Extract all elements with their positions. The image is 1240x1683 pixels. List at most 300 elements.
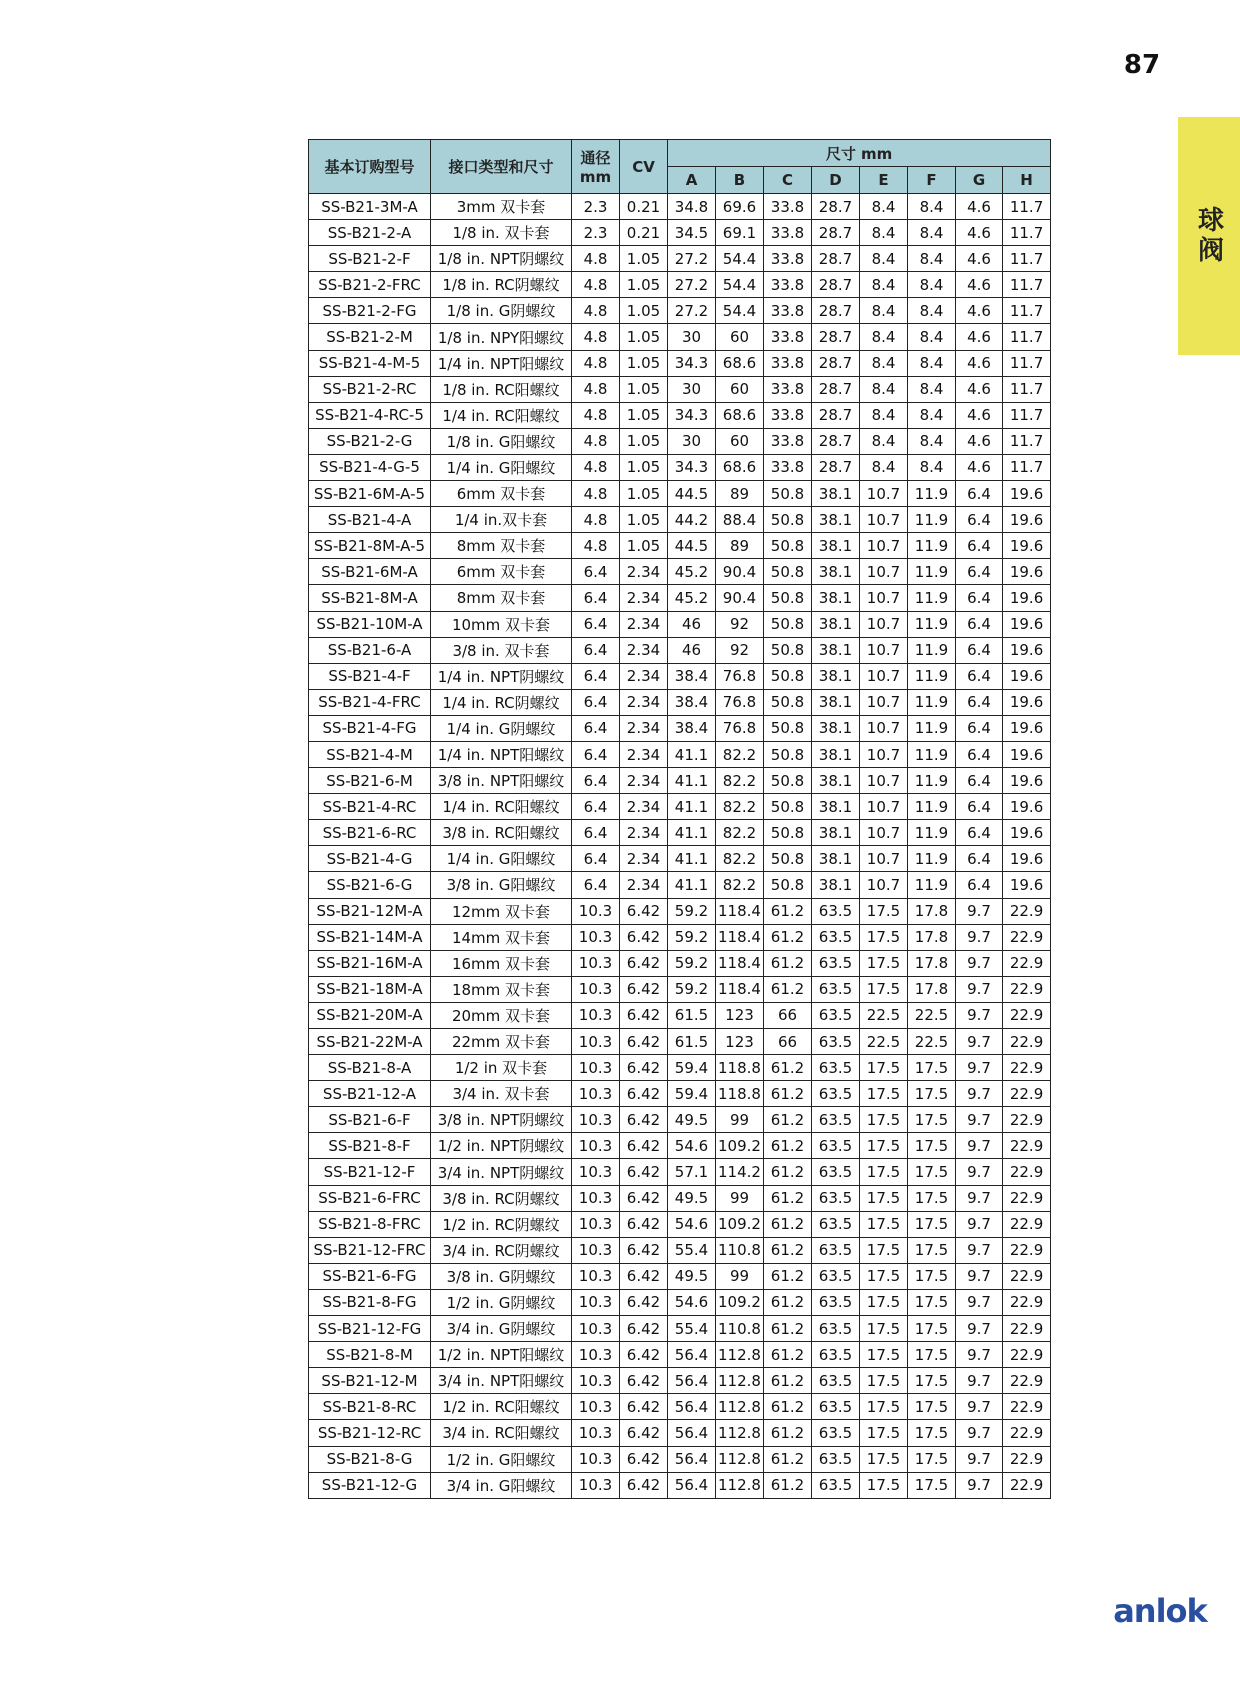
table-cell: 10.3	[572, 1342, 620, 1368]
table-cell: 38.4	[668, 663, 716, 689]
table-cell: 22mm 双卡套	[431, 1029, 572, 1055]
table-cell: 27.2	[668, 298, 716, 324]
table-cell: 6.42	[620, 1368, 668, 1394]
table-cell: SS-B21-4-A	[309, 507, 431, 533]
table-cell: 50.8	[764, 689, 812, 715]
table-cell: 17.5	[860, 1316, 908, 1342]
header-port: 接口类型和尺寸	[431, 140, 572, 194]
table-cell: SS-B21-6M-A	[309, 559, 431, 585]
table-cell: 38.1	[812, 663, 860, 689]
table-cell: 1/2 in. G阳螺纹	[431, 1446, 572, 1472]
table-cell: 11.7	[1003, 220, 1051, 246]
table-cell: 4.8	[572, 507, 620, 533]
table-cell: SS-B21-6-M	[309, 768, 431, 794]
table-cell: 9.7	[956, 924, 1003, 950]
table-row	[309, 846, 1051, 872]
table-row	[309, 1133, 1051, 1159]
table-row	[309, 976, 1051, 1002]
table-cell: 22.9	[1003, 1107, 1051, 1133]
table-cell: 8.4	[908, 454, 956, 480]
table-cell: 90.4	[716, 585, 764, 611]
table-cell: 17.5	[908, 1159, 956, 1185]
table-cell: 50.8	[764, 585, 812, 611]
table-cell: 38.1	[812, 585, 860, 611]
table-cell: 8mm 双卡套	[431, 585, 572, 611]
table-cell: 56.4	[668, 1446, 716, 1472]
table-cell: 112.8	[716, 1368, 764, 1394]
table-cell: 19.6	[1003, 715, 1051, 741]
table-cell: 10.3	[572, 1159, 620, 1185]
table-cell: 12mm 双卡套	[431, 898, 572, 924]
table-cell: 17.5	[860, 1211, 908, 1237]
table-cell: 10.7	[860, 585, 908, 611]
table-cell: 11.9	[908, 794, 956, 820]
table-cell: 6.42	[620, 1342, 668, 1368]
table-cell: 38.1	[812, 768, 860, 794]
table-cell: 0.21	[620, 220, 668, 246]
table-cell: 118.8	[716, 1055, 764, 1081]
page-number: 87	[1123, 50, 1161, 80]
table-cell: 8.4	[908, 428, 956, 454]
table-cell: 9.7	[956, 1446, 1003, 1472]
header-dim-f: F	[908, 167, 956, 194]
table-cell: 6.4	[572, 637, 620, 663]
table-cell: SS-B21-2-FRC	[309, 272, 431, 298]
table-cell: 10.3	[572, 950, 620, 976]
table-cell: 63.5	[812, 1472, 860, 1498]
table-cell: 38.1	[812, 533, 860, 559]
table-cell: 9.7	[956, 1289, 1003, 1315]
table-cell: 1/4 in. G阳螺纹	[431, 846, 572, 872]
table-cell: 6.4	[956, 507, 1003, 533]
table-cell: 33.8	[764, 246, 812, 272]
table-cell: 10.7	[860, 559, 908, 585]
table-cell: 14mm 双卡套	[431, 924, 572, 950]
table-cell: 30	[668, 428, 716, 454]
table-cell: 112.8	[716, 1394, 764, 1420]
table-cell: 8.4	[860, 428, 908, 454]
table-cell: 19.6	[1003, 872, 1051, 898]
table-cell: SS-B21-2-FG	[309, 298, 431, 324]
table-cell: 17.5	[860, 1472, 908, 1498]
table-cell: 1/2 in 双卡套	[431, 1055, 572, 1081]
table-row	[309, 611, 1051, 637]
table-cell: 22.9	[1003, 1055, 1051, 1081]
table-cell: 19.6	[1003, 637, 1051, 663]
table-cell: 38.1	[812, 741, 860, 767]
table-cell: 110.8	[716, 1316, 764, 1342]
table-cell: 17.5	[860, 1446, 908, 1472]
table-cell: 112.8	[716, 1472, 764, 1498]
table-cell: SS-B21-18M-A	[309, 976, 431, 1002]
table-cell: SS-B21-12-A	[309, 1081, 431, 1107]
table-cell: 4.6	[956, 376, 1003, 402]
header-bore-line1: 通径	[580, 149, 611, 167]
table-cell: 82.2	[716, 794, 764, 820]
table-row	[309, 272, 1051, 298]
table-cell: SS-B21-4-RC-5	[309, 402, 431, 428]
table-cell: 50.8	[764, 663, 812, 689]
table-cell: 4.8	[572, 272, 620, 298]
table-cell: 1/4 in. G阳螺纹	[431, 454, 572, 480]
table-cell: 38.1	[812, 507, 860, 533]
table-cell: 3/8 in. RC阳螺纹	[431, 820, 572, 846]
table-cell: 9.7	[956, 1368, 1003, 1394]
table-cell: 63.5	[812, 1289, 860, 1315]
table-cell: SS-B21-12-RC	[309, 1420, 431, 1446]
table-cell: 3/4 in. NPT阴螺纹	[431, 1159, 572, 1185]
table-cell: 10.3	[572, 1289, 620, 1315]
table-cell: 22.9	[1003, 1211, 1051, 1237]
table-cell: 22.9	[1003, 1185, 1051, 1211]
table-cell: 6.42	[620, 1133, 668, 1159]
table-cell: 8.4	[908, 298, 956, 324]
table-cell: 19.6	[1003, 794, 1051, 820]
table-cell: 17.5	[860, 1159, 908, 1185]
table-cell: 10.3	[572, 924, 620, 950]
table-cell: 8.4	[860, 194, 908, 220]
table-cell: 9.7	[956, 1029, 1003, 1055]
table-cell: 61.2	[764, 1420, 812, 1446]
table-cell: 45.2	[668, 559, 716, 585]
table-cell: 10.3	[572, 976, 620, 1002]
table-cell: SS-B21-2-A	[309, 220, 431, 246]
table-cell: 61.2	[764, 1472, 812, 1498]
table-cell: 6.42	[620, 1289, 668, 1315]
table-cell: 6.4	[572, 689, 620, 715]
table-cell: 34.3	[668, 350, 716, 376]
table-cell: 61.2	[764, 976, 812, 1002]
table-cell: 10.7	[860, 794, 908, 820]
table-cell: 6.4	[572, 715, 620, 741]
table-cell: 4.8	[572, 428, 620, 454]
table-cell: 59.2	[668, 976, 716, 1002]
table-cell: 16mm 双卡套	[431, 950, 572, 976]
table-cell: 61.5	[668, 1002, 716, 1028]
table-cell: 63.5	[812, 1237, 860, 1263]
table-row	[309, 741, 1051, 767]
table-cell: 22.9	[1003, 898, 1051, 924]
table-cell: 1/2 in. G阴螺纹	[431, 1289, 572, 1315]
table-cell: SS-B21-4-M	[309, 741, 431, 767]
table-cell: 61.2	[764, 1316, 812, 1342]
table-cell: 63.5	[812, 950, 860, 976]
table-cell: 3/4 in. G阳螺纹	[431, 1472, 572, 1498]
table-cell: 6.42	[620, 1107, 668, 1133]
table-cell: 2.34	[620, 689, 668, 715]
table-cell: 59.2	[668, 898, 716, 924]
table-cell: 19.6	[1003, 663, 1051, 689]
table-row	[309, 376, 1051, 402]
table-cell: SS-B21-3M-A	[309, 194, 431, 220]
table-row	[309, 1368, 1051, 1394]
table-cell: 11.9	[908, 507, 956, 533]
table-cell: 1.05	[620, 533, 668, 559]
table-cell: 54.4	[716, 246, 764, 272]
table-cell: 82.2	[716, 872, 764, 898]
table-cell: 63.5	[812, 1133, 860, 1159]
table-cell: 3/8 in. RC阴螺纹	[431, 1185, 572, 1211]
table-cell: 10.3	[572, 1107, 620, 1133]
table-cell: 22.9	[1003, 1002, 1051, 1028]
table-cell: SS-B21-22M-A	[309, 1029, 431, 1055]
table-cell: 34.8	[668, 194, 716, 220]
table-cell: 2.34	[620, 585, 668, 611]
table-cell: 1/8 in. G阳螺纹	[431, 428, 572, 454]
table-cell: 63.5	[812, 1211, 860, 1237]
table-cell: 2.34	[620, 611, 668, 637]
table-cell: 6.4	[572, 585, 620, 611]
table-cell: 11.9	[908, 481, 956, 507]
table-cell: 17.5	[908, 1472, 956, 1498]
table-cell: 22.9	[1003, 924, 1051, 950]
header-dim-g: G	[956, 167, 1003, 194]
header-dim-c: C	[764, 167, 812, 194]
table-cell: 60	[716, 376, 764, 402]
table-cell: 61.2	[764, 1081, 812, 1107]
table-cell: 63.5	[812, 1316, 860, 1342]
table-cell: 10.7	[860, 507, 908, 533]
table-cell: 4.8	[572, 324, 620, 350]
table-cell: 1/8 in. RC阳螺纹	[431, 376, 572, 402]
table-cell: 17.5	[908, 1185, 956, 1211]
table-cell: 11.9	[908, 820, 956, 846]
table-row	[309, 1237, 1051, 1263]
table-row	[309, 637, 1051, 663]
table-cell: 28.7	[812, 454, 860, 480]
table-cell: 3/4 in. RC阴螺纹	[431, 1237, 572, 1263]
table-cell: 118.4	[716, 976, 764, 1002]
table-cell: 50.8	[764, 637, 812, 663]
table-cell: 6.42	[620, 1316, 668, 1342]
table-cell: 19.6	[1003, 741, 1051, 767]
table-row	[309, 246, 1051, 272]
table-cell: 10.3	[572, 1446, 620, 1472]
table-cell: 38.1	[812, 481, 860, 507]
table-cell: 8.4	[908, 376, 956, 402]
table-cell: 63.5	[812, 1029, 860, 1055]
table-cell: 68.6	[716, 454, 764, 480]
table-cell: 88.4	[716, 507, 764, 533]
table-cell: 8.4	[860, 454, 908, 480]
table-cell: 61.2	[764, 1055, 812, 1081]
table-cell: 22.9	[1003, 1133, 1051, 1159]
table-cell: 33.8	[764, 298, 812, 324]
table-cell: 22.9	[1003, 1368, 1051, 1394]
table-cell: SS-B21-4-FG	[309, 715, 431, 741]
table-cell: 33.8	[764, 376, 812, 402]
table-cell: 22.9	[1003, 1029, 1051, 1055]
table-cell: 6.4	[956, 481, 1003, 507]
table-cell: 17.5	[860, 976, 908, 1002]
table-cell: 3mm 双卡套	[431, 194, 572, 220]
table-cell: 17.5	[908, 1263, 956, 1289]
table-cell: 10.7	[860, 663, 908, 689]
table-cell: 28.7	[812, 428, 860, 454]
header-dim-h: H	[1003, 167, 1051, 194]
table-cell: SS-B21-2-M	[309, 324, 431, 350]
table-row	[309, 1159, 1051, 1185]
table-cell: 11.7	[1003, 194, 1051, 220]
table-cell: 33.8	[764, 454, 812, 480]
header-bore-line2: mm	[579, 168, 612, 186]
table-cell: 6.42	[620, 1055, 668, 1081]
table-cell: SS-B21-8M-A-5	[309, 533, 431, 559]
table-cell: 6.42	[620, 1394, 668, 1420]
table-row	[309, 1185, 1051, 1211]
table-cell: 11.9	[908, 585, 956, 611]
table-cell: 9.7	[956, 1159, 1003, 1185]
table-cell: 1.05	[620, 428, 668, 454]
table-cell: 4.6	[956, 272, 1003, 298]
table-cell: SS-B21-2-G	[309, 428, 431, 454]
table-cell: 20mm 双卡套	[431, 1002, 572, 1028]
table-cell: SS-B21-8-FRC	[309, 1211, 431, 1237]
table-cell: 41.1	[668, 768, 716, 794]
table-cell: 61.2	[764, 1368, 812, 1394]
table-cell: 2.34	[620, 768, 668, 794]
table-cell: 30	[668, 376, 716, 402]
table-cell: 11.9	[908, 846, 956, 872]
table-cell: 63.5	[812, 1263, 860, 1289]
table-cell: 10.3	[572, 1316, 620, 1342]
table-cell: 34.3	[668, 454, 716, 480]
table-cell: 59.2	[668, 924, 716, 950]
table-cell: 22.9	[1003, 1394, 1051, 1420]
table-cell: 6.4	[572, 611, 620, 637]
table-row	[309, 1342, 1051, 1368]
table-cell: 17.5	[860, 1289, 908, 1315]
table-cell: 1.05	[620, 402, 668, 428]
table-cell: 38.1	[812, 559, 860, 585]
table-cell: SS-B21-12M-A	[309, 898, 431, 924]
table-body	[309, 194, 1051, 1499]
table-cell: 9.7	[956, 1394, 1003, 1420]
table-cell: 11.7	[1003, 272, 1051, 298]
table-cell: 17.5	[908, 1055, 956, 1081]
table-cell: 3/4 in. 双卡套	[431, 1081, 572, 1107]
table-cell: 9.7	[956, 1342, 1003, 1368]
table-row	[309, 298, 1051, 324]
table-cell: 9.7	[956, 1081, 1003, 1107]
table-cell: 17.5	[860, 1133, 908, 1159]
table-cell: 41.1	[668, 741, 716, 767]
table-row	[309, 507, 1051, 533]
table-cell: 38.1	[812, 820, 860, 846]
table-cell: 11.7	[1003, 350, 1051, 376]
table-cell: 6.4	[956, 768, 1003, 794]
table-cell: 9.7	[956, 976, 1003, 1002]
table-cell: 2.3	[572, 194, 620, 220]
header-dim-a: A	[668, 167, 716, 194]
table-cell: SS-B21-4-M-5	[309, 350, 431, 376]
table-cell: 2.34	[620, 663, 668, 689]
table-cell: 17.5	[908, 1107, 956, 1133]
table-cell: 1.05	[620, 350, 668, 376]
table-cell: SS-B21-8-G	[309, 1446, 431, 1472]
table-cell: 61.2	[764, 1211, 812, 1237]
table-cell: SS-B21-8-M	[309, 1342, 431, 1368]
table-cell: 63.5	[812, 1159, 860, 1185]
table-cell: 17.5	[908, 1446, 956, 1472]
table-cell: 49.5	[668, 1263, 716, 1289]
table-cell: 1/4 in.双卡套	[431, 507, 572, 533]
table-cell: 17.5	[908, 1342, 956, 1368]
table-cell: SS-B21-12-FG	[309, 1316, 431, 1342]
table-row	[309, 533, 1051, 559]
table-cell: 6.4	[956, 846, 1003, 872]
table-cell: 1.05	[620, 376, 668, 402]
table-cell: 17.5	[908, 1420, 956, 1446]
table-cell: 19.6	[1003, 481, 1051, 507]
table-cell: 118.8	[716, 1081, 764, 1107]
table-cell: SS-B21-6M-A-5	[309, 481, 431, 507]
table-cell: 22.9	[1003, 1446, 1051, 1472]
table-cell: 50.8	[764, 820, 812, 846]
table-cell: 17.5	[908, 1133, 956, 1159]
table-cell: 50.8	[764, 715, 812, 741]
table-cell: SS-B21-8-A	[309, 1055, 431, 1081]
table-cell: 56.4	[668, 1420, 716, 1446]
table-cell: SS-B21-6-RC	[309, 820, 431, 846]
table-row	[309, 1002, 1051, 1028]
table-row	[309, 1107, 1051, 1133]
table-cell: 99	[716, 1185, 764, 1211]
table-cell: 6.42	[620, 1081, 668, 1107]
table-row	[309, 689, 1051, 715]
table-cell: 1/4 in. NPT阳螺纹	[431, 741, 572, 767]
table-cell: 22.5	[860, 1029, 908, 1055]
table-cell: 56.4	[668, 1368, 716, 1394]
table-cell: 61.2	[764, 1446, 812, 1472]
table-cell: 17.5	[908, 1316, 956, 1342]
table-cell: 17.5	[860, 1420, 908, 1446]
table-cell: 17.5	[908, 1237, 956, 1263]
table-cell: 38.1	[812, 872, 860, 898]
table-cell: 9.7	[956, 1055, 1003, 1081]
table-cell: 10.7	[860, 637, 908, 663]
table-cell: 17.5	[860, 1107, 908, 1133]
table-cell: 55.4	[668, 1316, 716, 1342]
table-cell: SS-B21-4-FRC	[309, 689, 431, 715]
table-cell: 34.5	[668, 220, 716, 246]
table-cell: 63.5	[812, 898, 860, 924]
table-cell: 61.2	[764, 924, 812, 950]
table-cell: 3/8 in. 双卡套	[431, 637, 572, 663]
table-cell: SS-B21-12-G	[309, 1472, 431, 1498]
table-cell: 61.2	[764, 1133, 812, 1159]
table-cell: 22.9	[1003, 1316, 1051, 1342]
table-cell: 69.1	[716, 220, 764, 246]
table-cell: 41.1	[668, 872, 716, 898]
table-cell: 17.5	[860, 1263, 908, 1289]
table-cell: 4.6	[956, 350, 1003, 376]
table-cell: 41.1	[668, 794, 716, 820]
table-cell: 8.4	[908, 272, 956, 298]
table-cell: 4.6	[956, 194, 1003, 220]
table-cell: 33.8	[764, 272, 812, 298]
table-cell: 4.6	[956, 454, 1003, 480]
table-cell: 82.2	[716, 768, 764, 794]
table-row	[309, 1316, 1051, 1342]
table-cell: 61.2	[764, 1263, 812, 1289]
table-cell: SS-B21-14M-A	[309, 924, 431, 950]
table-cell: SS-B21-4-G	[309, 846, 431, 872]
table-cell: 6.4	[956, 663, 1003, 689]
table-cell: 6.4	[572, 663, 620, 689]
table-cell: 50.8	[764, 794, 812, 820]
table-cell: 49.5	[668, 1185, 716, 1211]
